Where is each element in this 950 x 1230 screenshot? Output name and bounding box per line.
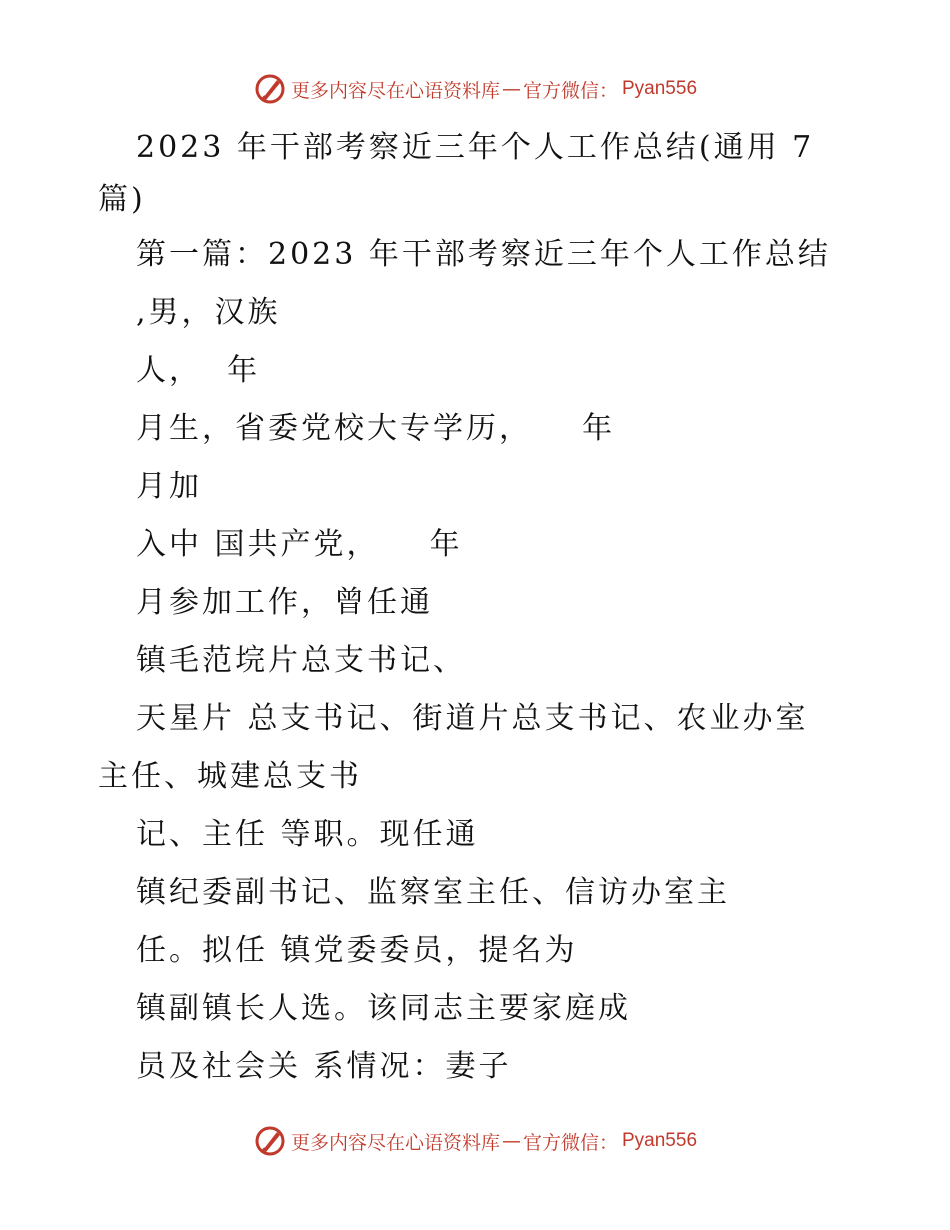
paragraph-line: 人， 年 [136, 353, 261, 388]
paragraph-line: 员及社会关 系情况：妻子 [136, 1049, 512, 1084]
paragraph-line: 月参加工作，曾任通 [136, 585, 433, 620]
watermark-wechat-id: Pyan556 [622, 1130, 698, 1151]
paragraph-line: 主任、城建总支书 [98, 759, 362, 794]
quill-logo-icon [253, 72, 287, 106]
paragraph-line: 镇毛范垸片总支书记、 [136, 643, 466, 678]
paragraph-line: 任。拟任 镇党委委员，提名为 [136, 933, 578, 968]
paragraph-line: 天星片 总支书记、街道片总支书记、农业办室 [136, 701, 809, 736]
watermark-official-label: 官方微信： [522, 79, 618, 102]
document-title-line-2: 篇) [98, 182, 146, 217]
footer-watermark [0, 1124, 950, 1158]
document-body [98, 122, 838, 1096]
watermark-separator: — [501, 1130, 521, 1152]
paragraph-line: ,男，汉族 [136, 295, 281, 330]
paragraph-line: 镇纪委副书记、监察室主任、信访办室主 [136, 875, 730, 910]
watermark-text: 更多内容尽在心语资料库 [290, 79, 500, 102]
paragraph-line: 月加 [136, 469, 202, 504]
watermark-wechat-id: Pyan556 [622, 78, 698, 99]
watermark-separator: — [501, 78, 521, 100]
paragraph-line: 第一篇：2023 年干部考察近三年个人工作总结 [136, 237, 831, 272]
paragraph-line: 入中 国共产党， 年 [136, 527, 463, 562]
paragraph-line: 镇副镇长人选。该同志主要家庭成 [136, 991, 631, 1026]
watermark-text: 更多内容尽在心语资料库 [290, 1131, 500, 1154]
paragraph-line: 月生，省委党校大专学历， 年 [136, 411, 616, 446]
document-title-line-1: 2023 年干部考察近三年个人工作总结(通用 7 [136, 130, 815, 165]
header-watermark [0, 72, 950, 106]
quill-logo-icon [253, 1124, 287, 1158]
paragraph-line: 记、主任 等职。现任通 [136, 817, 479, 852]
watermark-official-label: 官方微信： [522, 1131, 618, 1154]
